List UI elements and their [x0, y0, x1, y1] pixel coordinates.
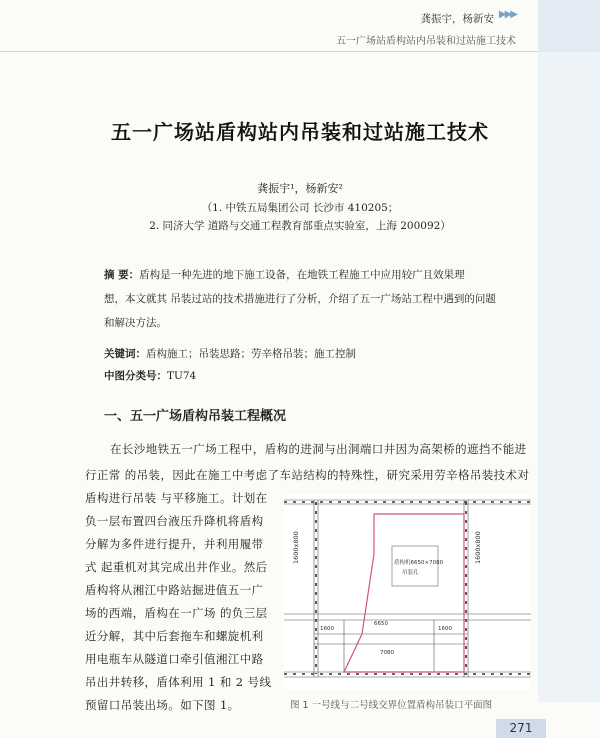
body-line-9: 近分解，其中后套拖车和螺旋机利 [85, 629, 264, 643]
affiliation-2: 2. 同济大学 道路与交通工程教育部重点实验室，上海 200092） [149, 220, 451, 232]
abstract-line-3: 和解决方法。 [104, 317, 167, 329]
figure-plan-drawing [284, 494, 531, 690]
abstract-line-2: 想，本文就其 吊装过站的技术措施进行了分析，介绍了五一广场站工程中遇到的问题 [104, 293, 496, 305]
body-line-6: 式 起重机对其完成出井作业。然后 [85, 560, 268, 574]
classification-label: 中图分类号： [104, 370, 167, 382]
header-accent-bar [538, 0, 600, 52]
body-line-8: 场的西端，盾构在一广场 的负三层 [85, 606, 268, 620]
body-line-12: 预留口吊装出场。如下图 1。 [85, 698, 240, 712]
affiliation-1: （1. 中铁五局集团公司 长沙市 410205； [201, 202, 399, 214]
page-number: 271 [496, 719, 546, 738]
article-title: 五一广场站盾构站内吊装和过站施工技术 [111, 120, 489, 144]
rect-label: 盾构机6650×7080 [394, 560, 444, 566]
arrows-icon: ▶▶▶ [498, 9, 516, 20]
body-line-5: 分解为多件进行提升，并利用履带 [85, 537, 264, 551]
dim-label-left: 1600x800 [292, 531, 300, 564]
sidebar-band [538, 52, 600, 702]
keywords-text: 盾构施工；吊装思路；劳辛格吊装；施工控制 [146, 348, 356, 360]
body-line-2: 行正常 的吊装，因此在施工中考虑了车站结构的特殊性，研究采用劳辛格吊装技术对 [85, 468, 530, 482]
dim-label-right: 1600x800 [474, 531, 482, 564]
rect-label-2: 吊装孔 [402, 570, 419, 576]
body-line-3: 盾构进行吊装 与平移施工。计划在 [85, 491, 268, 505]
body-line-1: 在长沙地铁五一广场工程中，盾构的进洞与出洞端口井因为高架桥的遮挡不能进 [110, 442, 527, 456]
abstract-line-1: 盾构是一种先进的地下施工设备，在地铁工程施工中应用较广且效果理 [139, 269, 465, 281]
abstract-label: 摘 要： [104, 269, 140, 281]
classification-text: TU74 [167, 370, 197, 382]
body-line-10: 用电瓶车从隧道口牵引值湘江中路 [85, 652, 264, 666]
body-line-4: 负一层布置四台液压升降机将盾构 [85, 514, 264, 528]
body-line-7: 盾构将从湘江中路站掘进值五一广 [85, 583, 264, 597]
figure-background [284, 494, 531, 690]
running-header-authors: 龚振宇，杨新安 [420, 13, 494, 25]
body-line-11: 吊出井转移，盾体利用 1 和 2 号线 [85, 675, 272, 689]
running-header-title: 五一广场站盾构站内吊装和过站施工技术 [336, 36, 516, 47]
figure-caption: 图 1 一号线与二号线交界位置盾构吊装口平面图 [290, 700, 493, 711]
keywords [104, 346, 356, 361]
dim-d4: 7080 [380, 650, 394, 656]
dim-d3: 1600 [438, 626, 452, 632]
keywords-label: 关键词： [104, 348, 146, 360]
section-heading: 一、五一广场盾构吊装工程概况 [104, 409, 287, 424]
dim-d1: 1600 [320, 626, 334, 632]
article-authors: 龚振宇¹，杨新安² [257, 182, 343, 195]
abstract [104, 263, 522, 335]
header-rule [0, 51, 538, 52]
dim-d2: 6650 [374, 621, 388, 627]
classification [104, 368, 196, 383]
